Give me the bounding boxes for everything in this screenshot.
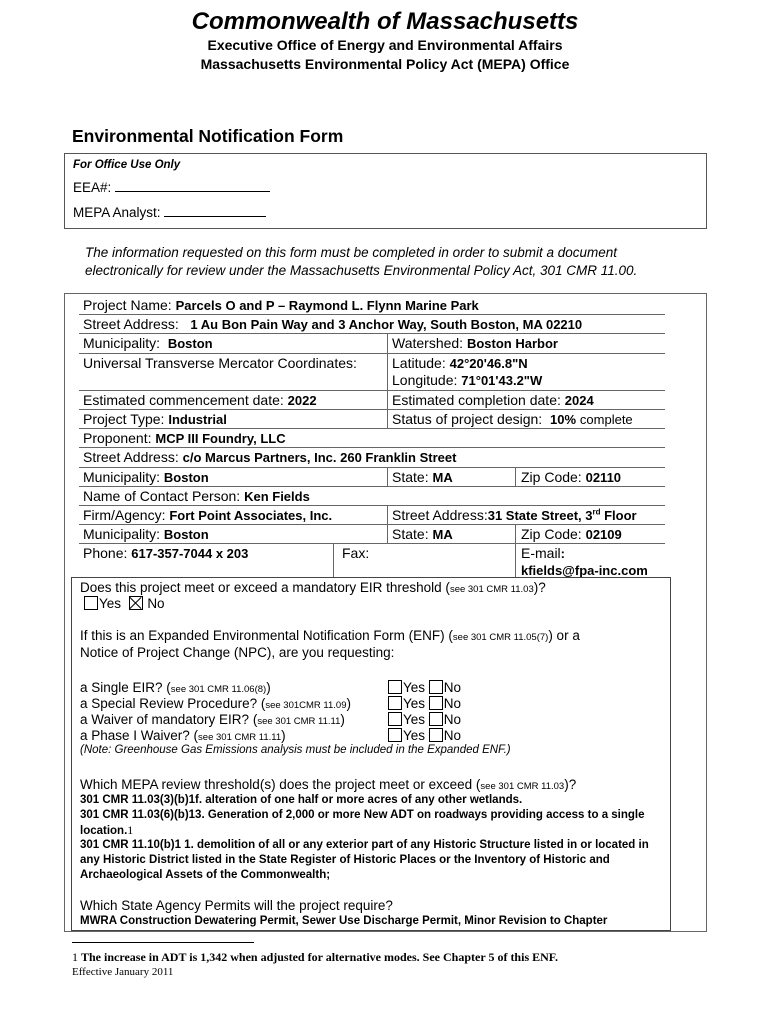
email-value: kfields@fpa-inc.com (521, 563, 648, 578)
special-review-answer: Yes No (388, 696, 461, 711)
intro-text: The information requested on this form must be completed in order to submit a document electronically for review under the Massachusetts Environmental Policy Act, 301 CMR 11.00. (85, 245, 638, 278)
single-eir-answer: Yes No (388, 680, 461, 695)
contact-state-row: State: MA (392, 526, 453, 542)
longitude-row: Longitude: 71°01'43.2"W (392, 372, 543, 388)
proponent-municipality-row: Municipality: Boston (83, 469, 209, 485)
contact-zip-row: Zip Code: 02109 (521, 526, 622, 542)
project-type-row: Project Type: Industrial (83, 411, 227, 427)
waiver-no-checkbox[interactable] (429, 712, 443, 726)
phase1-no-checkbox[interactable] (429, 728, 443, 742)
footnote-rule (72, 942, 254, 943)
eir-answer: Yes No (84, 596, 165, 611)
commencement-date-row: Estimated commencement date: 2022 (83, 392, 317, 408)
enf-question-line2: Notice of Project Change (NPC), are you requesting: (80, 645, 395, 660)
waiver-yes-checkbox[interactable] (388, 712, 402, 726)
threshold-historic: 301 CMR 11.10(b)1 1. demolition of all or any exterior part of any Historic Structure listed in or located in any Historic District listed in the State Register of Historic Places or the Inventory of Historic and Archaeological Assets of the Commonwealth; (80, 839, 649, 881)
fax-label: Fax: (342, 545, 370, 561)
single-eir-no-checkbox[interactable] (429, 680, 443, 694)
project-name-value: Parcels O and P – Raymond L. Flynn Marine Park (175, 298, 479, 313)
project-street-row: Street Address: 1 Au Bon Pain Way and 3 Anchor Way, South Boston, MA 02210 (83, 316, 583, 332)
special-review-yes-checkbox[interactable] (388, 696, 402, 710)
eea-label: EEA#: (73, 180, 112, 195)
agency-name: Executive Office of Energy and Environmental Affairs (207, 37, 563, 53)
effective-date: Effective January 2011 (72, 966, 174, 978)
phase1-waiver-answer: Yes No (388, 728, 461, 743)
project-street-value: 1 Au Bon Pain Way and 3 Anchor Way, South Boston, MA 02210 (190, 317, 583, 332)
analyst-label: MEPA Analyst: (73, 205, 161, 220)
eir-yes-checkbox[interactable] (84, 596, 98, 610)
completion-date-row: Estimated completion date: 2024 (392, 392, 594, 408)
office-name: Massachusetts Environmental Policy Act (MEPA) Office (200, 56, 570, 72)
footnote: 1 The increase in ADT is 1,342 when adjusted for alternative modes. See Chapter 5 of this ENF. (72, 950, 559, 964)
enf-question-line1: If this is an Expanded Environmental Notification Form (ENF) (see 301 CMR 11.05(7)) or a (80, 628, 580, 643)
eea-number-field[interactable] (73, 180, 270, 195)
eir-no-checkbox[interactable] (129, 596, 143, 610)
project-name-row: Project Name: Parcels O and P – Raymond L. Flynn Marine Park (83, 297, 479, 313)
waiver-answer: Yes No (388, 712, 461, 727)
single-eir-yes-checkbox[interactable] (388, 680, 402, 694)
ghg-note: (Note: Greenhouse Gas Emissions analysis must be included in the Expanded ENF.) (80, 744, 511, 756)
office-use-label: For Office Use Only (73, 159, 181, 171)
contact-person-row: Name of Contact Person: Ken Fields (83, 488, 310, 504)
waiver-question: a Waiver of mandatory EIR? (see 301 CMR 11.11) (80, 712, 345, 727)
contact-municipality-row: Municipality: Boston (83, 526, 209, 542)
phase1-waiver-question: a Phase I Waiver? (see 301 CMR 11.11) (80, 728, 286, 743)
phone-row: Phone: 617-357-7044 x 203 (83, 545, 249, 561)
utm-label: Universal Transverse Mercator Coordinates: (83, 355, 357, 371)
phase1-yes-checkbox[interactable] (388, 728, 402, 742)
threshold-wetlands: 301 CMR 11.03(3)(b)1f. alteration of one half or more acres of any other wetlands. (80, 794, 523, 806)
proponent-street-row: Street Address: c/o Marcus Partners, Inc. 260 Franklin Street (83, 449, 457, 465)
form-title: Environmental Notification Form (72, 126, 344, 146)
permits-question: Which State Agency Permits will the project require? (80, 898, 393, 913)
eir-question: Does this project meet or exceed a mandatory EIR threshold (see 301 CMR 11.03)? (80, 580, 546, 595)
proponent-zip-row: Zip Code: 02110 (521, 469, 622, 485)
threshold-adt: 301 CMR 11.03(6)(b)13. Generation of 2,000 or more New ADT on roadways providing access to a single location.1 (80, 809, 645, 837)
threshold-question: Which MEPA review threshold(s) does the project meet or exceed (see 301 CMR 11.03)? (80, 777, 577, 792)
special-review-no-checkbox[interactable] (429, 696, 443, 710)
contact-street-row: Street Address:31 State Street, 3rd Floor (392, 507, 637, 523)
watershed-row: Watershed: Boston Harbor (392, 335, 558, 351)
project-municipality-row: Municipality: Boston (83, 335, 213, 351)
single-eir-question: a Single EIR? (see 301 CMR 11.06(8)) (80, 680, 271, 695)
design-status-row: Status of project design: 10% complete (392, 411, 633, 427)
mepa-analyst-field[interactable] (73, 205, 266, 220)
email-label-row: E-mail: (521, 545, 566, 561)
document-title: Commonwealth of Massachusetts (191, 8, 579, 35)
proponent-row: Proponent: MCP III Foundry, LLC (83, 430, 286, 446)
firm-row: Firm/Agency: Fort Point Associates, Inc. (83, 507, 333, 523)
permits-answer: MWRA Construction Dewatering Permit, Sewer Use Discharge Permit, Minor Revision to Chapter (80, 915, 608, 927)
latitude-row: Latitude: 42°20'46.8"N (392, 355, 528, 371)
special-review-question: a Special Review Procedure? (see 301CMR 11.09) (80, 696, 351, 711)
proponent-state-row: State: MA (392, 469, 453, 485)
